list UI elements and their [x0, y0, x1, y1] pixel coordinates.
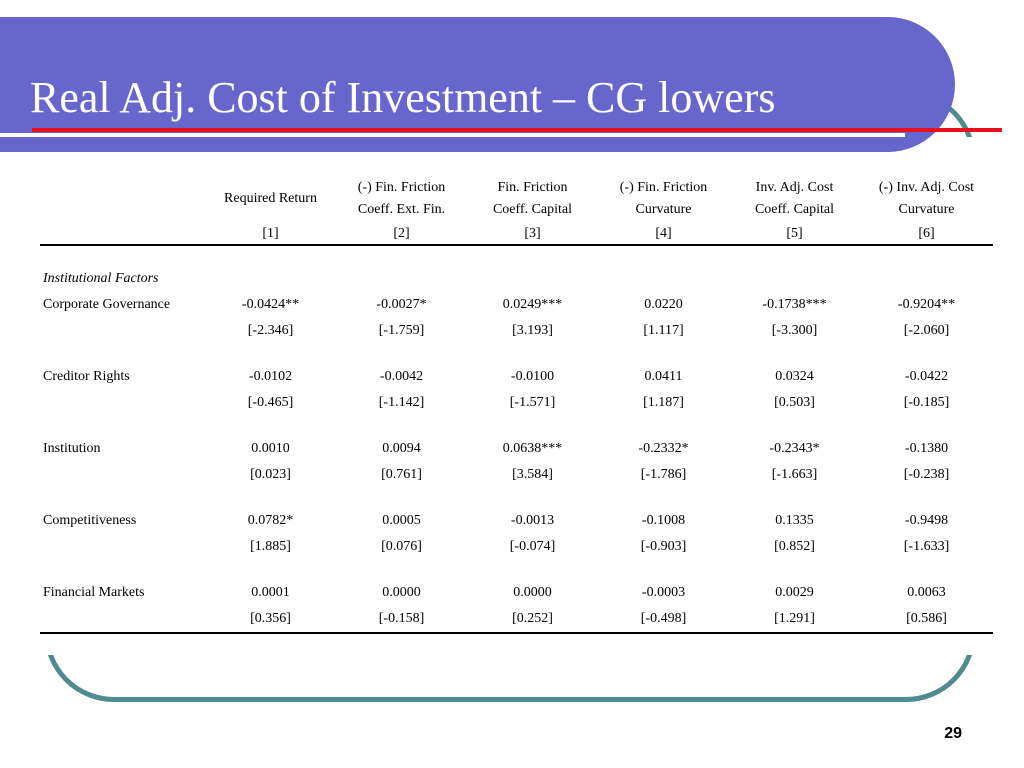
- table-row: [40, 508, 993, 534]
- column-header-line2: Coeff. Ext. Fin.: [357, 202, 446, 217]
- coef-cell: 0.0063: [907, 585, 946, 600]
- tstat-cell: [0.023]: [250, 467, 291, 482]
- tstat-cell: [1.291]: [729, 606, 860, 633]
- coef-cell: 0.1335: [775, 513, 814, 528]
- column-header: [860, 174, 993, 224]
- coef-cell: 0.0324: [775, 369, 814, 384]
- regression-table: [40, 174, 993, 634]
- title-underline-red: [32, 128, 1002, 132]
- column-header-line1: Fin. Friction: [497, 180, 568, 195]
- coef-cell: -0.0102: [248, 369, 293, 384]
- spacer-row: [40, 344, 993, 364]
- column-header-line1: (-) Fin. Friction: [357, 180, 446, 195]
- row-label: Institution: [43, 441, 101, 456]
- column-number: [3]: [467, 224, 598, 245]
- coef-cell: -0.0100: [510, 369, 555, 384]
- tstat-cell: [0.761]: [381, 467, 422, 482]
- column-header: [205, 174, 336, 224]
- tstat-cell: [-0.185]: [903, 395, 950, 410]
- tstat-cell: [-1.663]: [771, 467, 818, 482]
- table-row: [40, 436, 993, 462]
- tstat-cell: [0.252]: [467, 606, 598, 633]
- coef-cell: 0.0411: [644, 369, 683, 384]
- group-label: Institutional Factors: [43, 271, 159, 286]
- table-row: [40, 364, 993, 390]
- coef-cell: -0.0042: [379, 369, 424, 384]
- coef-cell: -0.0422: [904, 369, 949, 384]
- tstat-cell: [-0.238]: [903, 467, 950, 482]
- tstat-cell: [-1.633]: [903, 539, 950, 554]
- spacer-row: [40, 416, 993, 436]
- coef-cell: 0.0029: [775, 585, 814, 600]
- column-header-line1: (-) Fin. Friction: [619, 180, 708, 195]
- tstat-cell: [3.193]: [512, 323, 553, 338]
- column-header-line2: Coeff. Capital: [492, 202, 573, 217]
- tstat-cell: [1.117]: [643, 323, 684, 338]
- coef-cell: -0.2343*: [769, 441, 820, 456]
- tstat-cell: [0.076]: [381, 539, 422, 554]
- tstat-row: [40, 462, 993, 488]
- tstat-cell: [-0.158]: [336, 606, 467, 633]
- spacer-row: [40, 488, 993, 508]
- tstat-cell: [1.885]: [250, 539, 291, 554]
- row-label: Financial Markets: [43, 585, 145, 600]
- coef-cell: -0.9204**: [897, 297, 956, 312]
- column-number: [4]: [598, 224, 729, 245]
- tstat-row: [40, 318, 993, 344]
- column-number: [2]: [336, 224, 467, 245]
- coef-cell: 0.0249***: [502, 297, 563, 312]
- tstat-cell: [0.503]: [774, 395, 815, 410]
- coef-cell: -0.0424**: [241, 297, 300, 312]
- row-label: Creditor Rights: [43, 369, 130, 384]
- coef-cell: 0.0094: [382, 441, 421, 456]
- coef-cell: 0.0005: [382, 513, 421, 528]
- coef-cell: -0.1738***: [762, 297, 827, 312]
- column-number: [6]: [860, 224, 993, 245]
- coef-cell: -0.1008: [641, 513, 686, 528]
- tstat-cell: [-0.903]: [640, 539, 687, 554]
- tstat-cell: [-2.060]: [903, 323, 950, 338]
- tstat-row: [40, 390, 993, 416]
- coef-cell: -0.2332*: [638, 441, 689, 456]
- column-header-line2: Curvature: [898, 202, 955, 217]
- tstat-cell: [0.586]: [860, 606, 993, 633]
- tstat-cell: [0.356]: [205, 606, 336, 633]
- spacer-row: [40, 560, 993, 580]
- header-stub: [40, 174, 205, 224]
- tstat-cell: [-2.346]: [247, 323, 294, 338]
- column-header-line1: Inv. Adj. Cost: [755, 180, 834, 195]
- table-row: [40, 580, 993, 606]
- coef-cell: -0.1380: [904, 441, 949, 456]
- tstat-cell: [-1.571]: [509, 395, 556, 410]
- coef-cell: -0.0027*: [376, 297, 427, 312]
- coef-cell: -0.9498: [904, 513, 949, 528]
- column-number-row: [40, 224, 993, 245]
- column-header-row: [40, 174, 993, 224]
- coef-cell: 0.0001: [251, 585, 290, 600]
- column-header-line2: Curvature: [635, 202, 692, 217]
- tstat-cell: [-0.074]: [509, 539, 556, 554]
- tstat-cell: [-1.142]: [378, 395, 425, 410]
- coef-cell: 0.0782*: [247, 513, 294, 528]
- tstat-cell: [3.584]: [512, 467, 553, 482]
- column-header-line1: Required Return: [224, 191, 317, 206]
- slide-title: Real Adj. Cost of Investment – CG lowers: [30, 73, 776, 122]
- column-number: [1]: [205, 224, 336, 245]
- row-label: Corporate Governance: [43, 297, 171, 312]
- coef-cell: 0.0220: [644, 297, 683, 312]
- tstat-cell: [0.852]: [774, 539, 815, 554]
- column-header-line2: Coeff. Capital: [754, 202, 835, 217]
- coef-cell: -0.0013: [510, 513, 555, 528]
- tstat-cell: [-3.300]: [771, 323, 818, 338]
- coef-cell: 0.0010: [251, 441, 290, 456]
- coef-cell: 0.0000: [382, 585, 421, 600]
- tstat-cell: [1.187]: [643, 395, 684, 410]
- tstat-cell: [-0.465]: [247, 395, 294, 410]
- group-header-row: [40, 266, 993, 292]
- table-row: [40, 292, 993, 318]
- tstat-row: [40, 534, 993, 560]
- column-number: [5]: [729, 224, 860, 245]
- title-underline-white: [0, 133, 905, 137]
- row-label: Competitiveness: [43, 513, 137, 528]
- column-header: [467, 174, 598, 224]
- tstat-row: [40, 606, 993, 633]
- coef-cell: 0.0000: [513, 585, 552, 600]
- tstat-cell: [-1.759]: [378, 323, 425, 338]
- page-number: 29: [944, 725, 962, 742]
- column-header-line1: (-) Inv. Adj. Cost: [878, 180, 975, 195]
- coef-cell: 0.0638***: [502, 441, 563, 456]
- column-header: [598, 174, 729, 224]
- column-header: [336, 174, 467, 224]
- number-stub: [40, 224, 205, 245]
- coef-cell: -0.0003: [641, 585, 686, 600]
- column-header: [729, 174, 860, 224]
- tstat-cell: [-0.498]: [598, 606, 729, 633]
- tstat-cell: [-1.786]: [640, 467, 687, 482]
- spacer-row: [40, 245, 993, 266]
